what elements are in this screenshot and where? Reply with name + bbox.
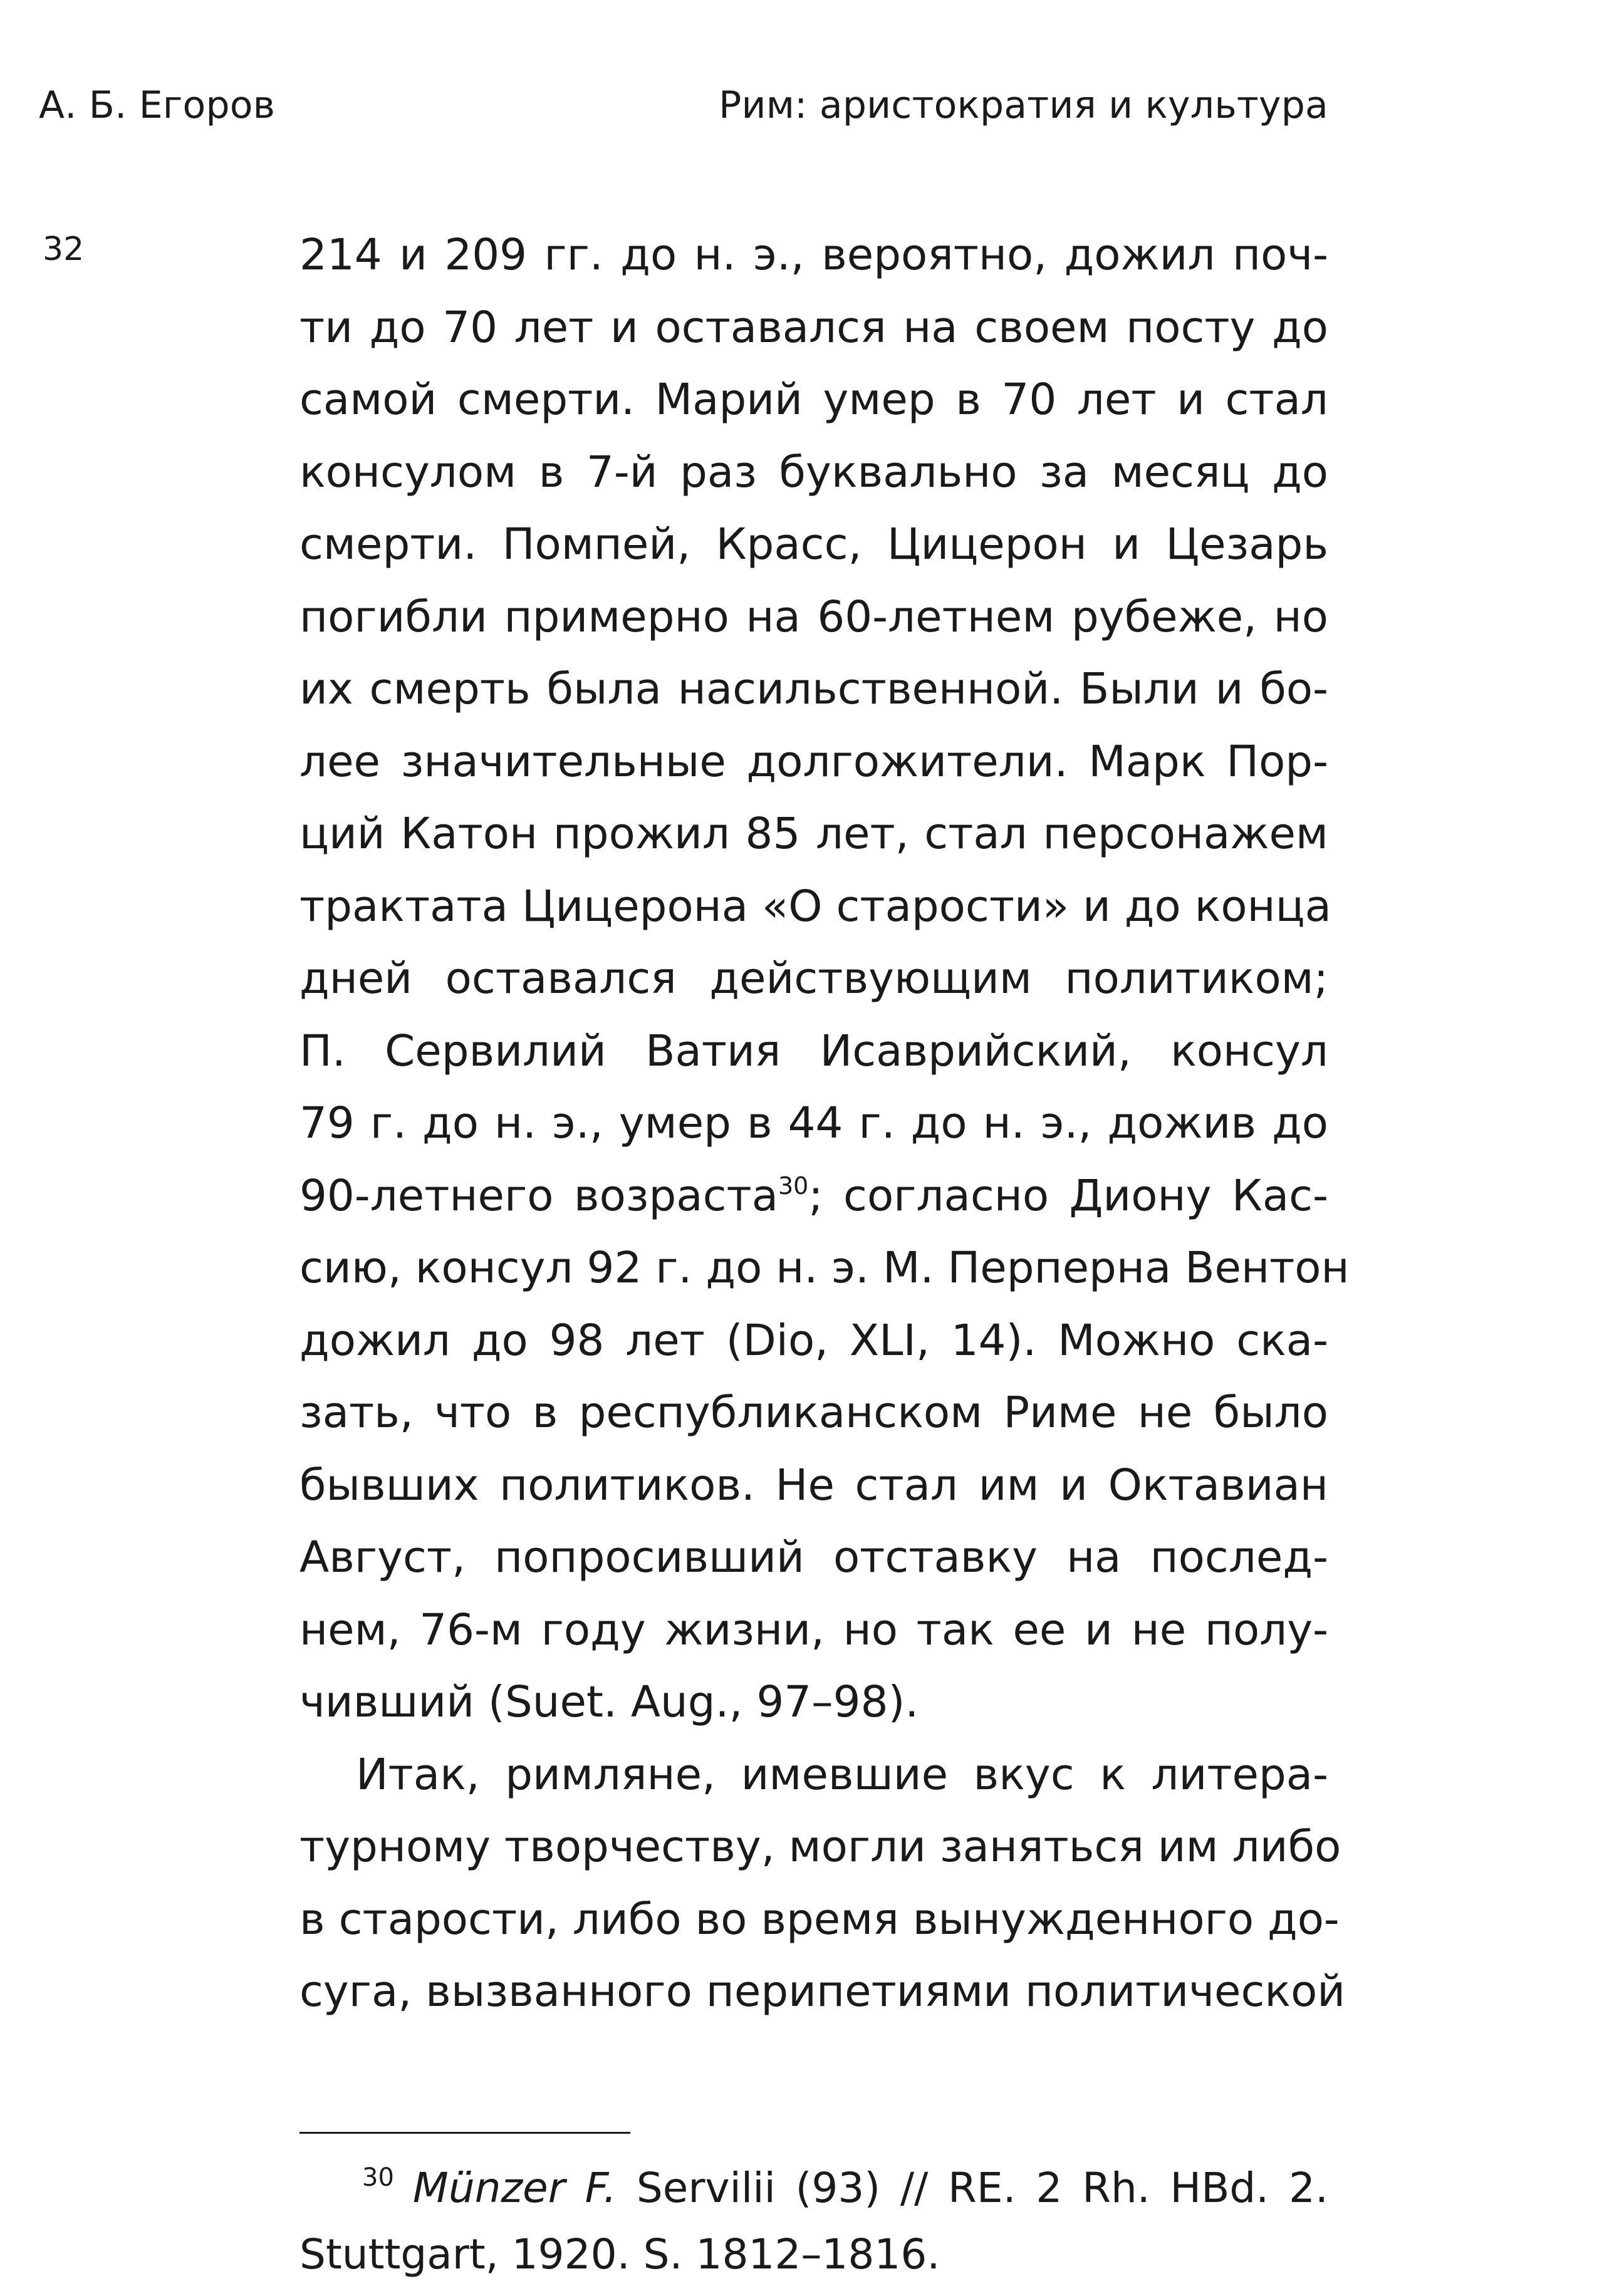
body-line-start: 90-летнего возраста xyxy=(299,1170,778,1221)
body-line: дней оставался действующим политиком; xyxy=(299,953,1328,1004)
body-line: П. Сервилий Ватия Исаврийский, консул xyxy=(299,1026,1328,1076)
body-line: 79 г. до н. э., умер в 44 г. до н. э., дожив до xyxy=(299,1098,1328,1148)
page-number: 32 xyxy=(43,231,85,268)
body-line: турному творчеству, могли заняться им либо xyxy=(299,1822,1341,1872)
footnote-line xyxy=(299,2155,1328,2221)
footnote-citation: Servilii (93) // RE. 2 Rh. HBd. 2. xyxy=(617,2164,1328,2212)
footnote-reference[interactable]: 30 xyxy=(778,1171,809,1200)
body-line: их смерть была насильственной. Были и бо- xyxy=(299,664,1328,714)
body-line-paragraph-start: Итак, римляне, имевшие вкус к литера- xyxy=(356,1749,1328,1800)
body-line: в старости, либо во время вынужденного до- xyxy=(299,1894,1340,1945)
body-text xyxy=(299,219,1350,2028)
running-header xyxy=(39,83,1328,127)
body-line: зать, что в республиканском Риме не было xyxy=(299,1388,1328,1438)
body-line-with-footnote-ref xyxy=(299,1160,1328,1233)
body-line: самой смерти. Марий умер в 70 лет и стал xyxy=(299,375,1328,425)
footnote-divider xyxy=(299,2132,630,2134)
body-line: ций Катон прожил 85 лет, стал персонажем xyxy=(299,809,1328,859)
body-line: нем, 76-м году жизни, но так ее и не полу- xyxy=(299,1604,1328,1655)
footnote xyxy=(299,2155,1328,2288)
body-line: суга, вызванного перипетиями политической xyxy=(299,1966,1346,2017)
body-line: сию, консул 92 г. до н. э. М. Перперна Вентон xyxy=(299,1243,1350,1293)
body-line: трактата Цицерона «О старости» и до конца xyxy=(299,881,1331,932)
body-line-end: ; согласно Диону Кас- xyxy=(808,1170,1328,1221)
footnote-author: Münzer F. xyxy=(412,2164,617,2212)
body-line: смерти. Помпей, Красс, Цицерон и Цезарь xyxy=(299,519,1328,569)
body-line: бывших политиков. Не стал им и Октавиан xyxy=(299,1460,1328,1510)
body-line: консулом в 7-й раз буквально за месяц до xyxy=(299,447,1328,497)
body-line: чивший (Suet. Aug., 97–98). xyxy=(299,1677,919,1727)
body-line: дожил до 98 лет (Dio, XLI, 14). Можно ска- xyxy=(299,1315,1328,1366)
footnote-number: 30 xyxy=(362,2163,394,2192)
body-line: погибли примерно на 60-летнем рубеже, но xyxy=(299,591,1328,642)
body-line: Август, попросивший отставку на послед- xyxy=(299,1532,1328,1582)
body-line: лее значительные долгожители. Марк Пор- xyxy=(299,736,1328,787)
body-line: 214 и 209 гг. до н. э., вероятно, дожил поч- xyxy=(299,230,1328,280)
header-book-title: Рим: аристократия и культура xyxy=(719,83,1328,127)
header-author: А. Б. Егоров xyxy=(39,83,276,127)
body-line: ти до 70 лет и оставался на своем посту до xyxy=(299,302,1328,353)
footnote-line: Stuttgart, 1920. S. 1812–1816. xyxy=(299,2230,940,2278)
